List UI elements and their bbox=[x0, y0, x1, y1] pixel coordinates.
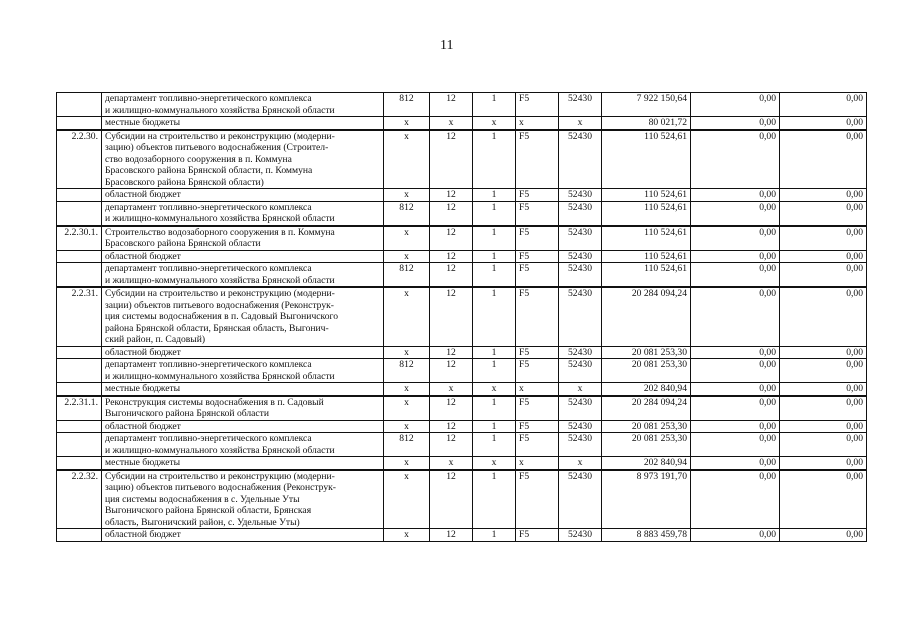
item-name-cell bbox=[102, 226, 384, 251]
item-name-line: Строительство водозаборного сооружения в п. Коммуна bbox=[105, 226, 335, 238]
grbs-cell: x bbox=[384, 396, 430, 421]
amount-year2-cell: 0,00 bbox=[691, 359, 780, 383]
subsection-cell: 1 bbox=[473, 396, 516, 421]
item-name-cell bbox=[102, 130, 384, 189]
target-article-code-cell: 52430 bbox=[559, 346, 602, 359]
item-name-cell bbox=[102, 201, 384, 226]
grbs-cell: x bbox=[384, 287, 430, 346]
subsection-cell: 1 bbox=[473, 130, 516, 189]
item-name-line: ция системы водоснабжения в п. Садовый Выгоничского bbox=[105, 311, 338, 322]
item-number-cell bbox=[57, 383, 102, 396]
grbs-cell: x bbox=[384, 226, 430, 251]
table-row bbox=[57, 226, 867, 251]
table-row bbox=[57, 457, 867, 470]
item-number-cell bbox=[57, 201, 102, 226]
item-name-line: Выгоничского района Брянской области, Брянская bbox=[105, 505, 312, 516]
item-name-line: департамент топливно-энергетического комплекса bbox=[105, 201, 312, 213]
target-article-code-cell: x bbox=[559, 117, 602, 130]
amount-year2-cell: 0,00 bbox=[691, 287, 780, 346]
grbs-cell: 812 bbox=[384, 93, 430, 117]
budget-table bbox=[56, 92, 867, 542]
amount-year2-cell: 0,00 bbox=[691, 130, 780, 189]
item-name-line: местные бюджеты bbox=[105, 383, 181, 394]
item-name-line: ский район, п. Садовый) bbox=[105, 334, 206, 345]
item-name-line: областной бюджет bbox=[105, 529, 181, 540]
section-cell: 12 bbox=[430, 470, 473, 529]
item-name-line: областной бюджет bbox=[105, 189, 181, 200]
table-row bbox=[57, 201, 867, 226]
subsection-cell: 1 bbox=[473, 470, 516, 529]
amount-year3-cell: 0,00 bbox=[780, 130, 867, 189]
section-cell: 12 bbox=[430, 359, 473, 383]
item-name-line: зацию) объектов питьевого водоснабжения (Реконструк- bbox=[105, 482, 336, 493]
table-row bbox=[57, 529, 867, 542]
grbs-cell: x bbox=[384, 383, 430, 396]
item-name-line: департамент топливно-энергетического комплекса bbox=[105, 359, 312, 370]
section-cell: x bbox=[430, 117, 473, 130]
section-cell: 12 bbox=[430, 263, 473, 288]
item-name-line: ство водозаборного сооружения в п. Коммуна bbox=[105, 153, 292, 165]
subsection-cell: x bbox=[473, 117, 516, 130]
amount-year1-cell: 20 081 253,30 bbox=[602, 359, 691, 383]
subsection-cell: 1 bbox=[473, 529, 516, 542]
target-article-code-cell: 52430 bbox=[559, 263, 602, 288]
amount-year3-cell: 0,00 bbox=[780, 93, 867, 117]
section-cell: 12 bbox=[430, 420, 473, 433]
section-cell: 12 bbox=[430, 529, 473, 542]
section-cell: 12 bbox=[430, 226, 473, 251]
item-name-line: департамент топливно-энергетического комплекса bbox=[105, 263, 312, 274]
amount-year3-cell: 0,00 bbox=[780, 346, 867, 359]
amount-year1-cell: 20 081 253,30 bbox=[602, 420, 691, 433]
amount-year2-cell: 0,00 bbox=[691, 189, 780, 202]
amount-year1-cell: 8 883 459,78 bbox=[602, 529, 691, 542]
target-article-code-cell: 52430 bbox=[559, 93, 602, 117]
item-name-cell bbox=[102, 396, 384, 421]
item-name-line: Субсидии на строительство и реконструкцию (модерни- bbox=[105, 470, 335, 482]
item-number-cell: 2.2.31.1. bbox=[57, 396, 102, 421]
amount-year2-cell: 0,00 bbox=[691, 470, 780, 529]
amount-year1-cell: 8 973 191,70 bbox=[602, 470, 691, 529]
target-article-code-cell: 52430 bbox=[559, 470, 602, 529]
item-name-line: департамент топливно-энергетического комплекса bbox=[105, 93, 312, 104]
item-name-cell bbox=[102, 383, 384, 396]
table-row bbox=[57, 287, 867, 346]
target-article-code-cell: 52430 bbox=[559, 250, 602, 263]
amount-year3-cell: 0,00 bbox=[780, 201, 867, 226]
amount-year1-cell: 110 524,61 bbox=[602, 250, 691, 263]
amount-year3-cell: 0,00 bbox=[780, 287, 867, 346]
amount-year3-cell: 0,00 bbox=[780, 250, 867, 263]
item-number-cell: 2.2.30.1. bbox=[57, 226, 102, 251]
target-article-prefix-cell: F5 bbox=[516, 433, 559, 457]
target-article-code-cell: 52430 bbox=[559, 130, 602, 189]
amount-year2-cell: 0,00 bbox=[691, 457, 780, 470]
section-cell: 12 bbox=[430, 93, 473, 117]
target-article-prefix-cell: x bbox=[516, 117, 559, 130]
target-article-prefix-cell: F5 bbox=[516, 201, 559, 226]
amount-year2-cell: 0,00 bbox=[691, 93, 780, 117]
amount-year1-cell: 110 524,61 bbox=[602, 226, 691, 251]
item-number-cell bbox=[57, 117, 102, 130]
item-number-cell: 2.2.32. bbox=[57, 470, 102, 529]
subsection-cell: 1 bbox=[473, 93, 516, 117]
grbs-cell: x bbox=[384, 250, 430, 263]
amount-year2-cell: 0,00 bbox=[691, 529, 780, 542]
amount-year3-cell: 0,00 bbox=[780, 420, 867, 433]
section-cell: 12 bbox=[430, 189, 473, 202]
target-article-code-cell: 52430 bbox=[559, 189, 602, 202]
grbs-cell: x bbox=[384, 189, 430, 202]
amount-year2-cell: 0,00 bbox=[691, 201, 780, 226]
subsection-cell: 1 bbox=[473, 359, 516, 383]
table-row bbox=[57, 117, 867, 130]
table-row bbox=[57, 346, 867, 359]
target-article-prefix-cell: F5 bbox=[516, 287, 559, 346]
section-cell: 12 bbox=[430, 396, 473, 421]
item-name-cell bbox=[102, 263, 384, 288]
target-article-code-cell: 52430 bbox=[559, 433, 602, 457]
grbs-cell: x bbox=[384, 117, 430, 130]
amount-year3-cell: 0,00 bbox=[780, 529, 867, 542]
item-name-cell bbox=[102, 433, 384, 457]
item-number-cell bbox=[57, 346, 102, 359]
subsection-cell: 1 bbox=[473, 263, 516, 288]
item-name-cell bbox=[102, 250, 384, 263]
amount-year1-cell: 7 922 150,64 bbox=[602, 93, 691, 117]
grbs-cell: x bbox=[384, 346, 430, 359]
section-cell: 12 bbox=[430, 201, 473, 226]
grbs-cell: 812 bbox=[384, 433, 430, 457]
section-cell: x bbox=[430, 383, 473, 396]
target-article-prefix-cell: F5 bbox=[516, 420, 559, 433]
item-number-cell bbox=[57, 263, 102, 288]
amount-year1-cell: 110 524,61 bbox=[602, 189, 691, 202]
amount-year3-cell: 0,00 bbox=[780, 226, 867, 251]
amount-year1-cell: 20 284 094,24 bbox=[602, 396, 691, 421]
amount-year3-cell: 0,00 bbox=[780, 189, 867, 202]
item-name-cell bbox=[102, 470, 384, 529]
item-name-line: района Брянской области, Брянская область, Выгонич- bbox=[105, 322, 329, 334]
target-article-code-cell: 52430 bbox=[559, 201, 602, 226]
item-number-cell bbox=[57, 433, 102, 457]
table-row bbox=[57, 396, 867, 421]
section-cell: 12 bbox=[430, 250, 473, 263]
amount-year2-cell: 0,00 bbox=[691, 226, 780, 251]
amount-year1-cell: 110 524,61 bbox=[602, 130, 691, 189]
item-name-line: Реконструкция системы водоснабжения в п. Садовый bbox=[105, 396, 324, 408]
item-name-line: ция системы водоснабжения в с. Удельные Уты bbox=[105, 493, 300, 505]
table-row bbox=[57, 130, 867, 189]
item-name-line: зации) объектов питьевого водоснабжения (Реконструк- bbox=[105, 299, 334, 311]
table-row bbox=[57, 420, 867, 433]
amount-year3-cell: 0,00 bbox=[780, 359, 867, 383]
subsection-cell: 1 bbox=[473, 420, 516, 433]
item-name-cell bbox=[102, 93, 384, 117]
item-number-cell bbox=[57, 189, 102, 202]
target-article-prefix-cell: x bbox=[516, 383, 559, 396]
subsection-cell: 1 bbox=[473, 250, 516, 263]
target-article-prefix-cell: F5 bbox=[516, 470, 559, 529]
item-name-cell bbox=[102, 287, 384, 346]
item-name-line: и жилищно-коммунального хозяйства Брянской области bbox=[105, 104, 335, 116]
target-article-prefix-cell: F5 bbox=[516, 396, 559, 421]
target-article-code-cell: 52430 bbox=[559, 287, 602, 346]
target-article-prefix-cell: x bbox=[516, 457, 559, 470]
amount-year1-cell: 110 524,61 bbox=[602, 201, 691, 226]
amount-year1-cell: 80 021,72 bbox=[602, 117, 691, 130]
table-row bbox=[57, 189, 867, 202]
table-row bbox=[57, 263, 867, 288]
item-name-line: Субсидии на строительство и реконструкцию (модерни- bbox=[105, 130, 335, 142]
item-name-cell bbox=[102, 420, 384, 433]
item-name-line: областной бюджет bbox=[105, 250, 181, 262]
item-name-cell bbox=[102, 359, 384, 383]
item-number-cell bbox=[57, 457, 102, 470]
amount-year3-cell: 0,00 bbox=[780, 117, 867, 130]
grbs-cell: 812 bbox=[384, 263, 430, 288]
amount-year3-cell: 0,00 bbox=[780, 470, 867, 529]
item-name-line: и жилищно-коммунального хозяйства Брянской области bbox=[105, 213, 335, 224]
grbs-cell: x bbox=[384, 130, 430, 189]
target-article-prefix-cell: F5 bbox=[516, 226, 559, 251]
item-name-line: область, Выгоничский район, с. Удельные Уты) bbox=[105, 516, 300, 528]
target-article-prefix-cell: F5 bbox=[516, 263, 559, 288]
item-name-line: и жилищно-коммунального хозяйства Брянской области bbox=[105, 444, 335, 456]
item-number-cell bbox=[57, 93, 102, 117]
table-row bbox=[57, 433, 867, 457]
amount-year1-cell: 202 840,94 bbox=[602, 457, 691, 470]
grbs-cell: x bbox=[384, 470, 430, 529]
item-name-cell bbox=[102, 529, 384, 542]
section-cell: 12 bbox=[430, 433, 473, 457]
amount-year3-cell: 0,00 bbox=[780, 457, 867, 470]
subsection-cell: 1 bbox=[473, 226, 516, 251]
table-row bbox=[57, 383, 867, 396]
amount-year1-cell: 110 524,61 bbox=[602, 263, 691, 288]
item-number-cell bbox=[57, 420, 102, 433]
item-name-line: департамент топливно-энергетического комплекса bbox=[105, 433, 312, 444]
amount-year3-cell: 0,00 bbox=[780, 396, 867, 421]
amount-year2-cell: 0,00 bbox=[691, 117, 780, 130]
grbs-cell: 812 bbox=[384, 201, 430, 226]
subsection-cell: x bbox=[473, 457, 516, 470]
amount-year2-cell: 0,00 bbox=[691, 346, 780, 359]
item-name-line: Выгоничского района Брянской области bbox=[105, 408, 270, 419]
item-name-line: областной бюджет bbox=[105, 420, 181, 432]
target-article-code-cell: 52430 bbox=[559, 359, 602, 383]
item-number-cell: 2.2.31. bbox=[57, 287, 102, 346]
amount-year3-cell: 0,00 bbox=[780, 383, 867, 396]
amount-year2-cell: 0,00 bbox=[691, 396, 780, 421]
grbs-cell: x bbox=[384, 457, 430, 470]
target-article-prefix-cell: F5 bbox=[516, 250, 559, 263]
item-number-cell bbox=[57, 250, 102, 263]
target-article-code-cell: 52430 bbox=[559, 396, 602, 421]
target-article-code-cell: 52430 bbox=[559, 420, 602, 433]
subsection-cell: 1 bbox=[473, 346, 516, 359]
target-article-code-cell: x bbox=[559, 383, 602, 396]
grbs-cell: 812 bbox=[384, 359, 430, 383]
item-number-cell bbox=[57, 359, 102, 383]
target-article-prefix-cell: F5 bbox=[516, 346, 559, 359]
section-cell: x bbox=[430, 457, 473, 470]
item-name-line: Брасовского района Брянской области, п. Коммуна bbox=[105, 165, 313, 176]
subsection-cell: x bbox=[473, 383, 516, 396]
target-article-prefix-cell: F5 bbox=[516, 130, 559, 189]
section-cell: 12 bbox=[430, 346, 473, 359]
grbs-cell: x bbox=[384, 529, 430, 542]
amount-year2-cell: 0,00 bbox=[691, 250, 780, 263]
amount-year1-cell: 202 840,94 bbox=[602, 383, 691, 396]
item-name-line: местные бюджеты bbox=[105, 457, 181, 468]
item-name-cell bbox=[102, 346, 384, 359]
subsection-cell: 1 bbox=[473, 433, 516, 457]
amount-year1-cell: 20 081 253,30 bbox=[602, 433, 691, 457]
item-name-cell bbox=[102, 117, 384, 130]
amount-year1-cell: 20 081 253,30 bbox=[602, 346, 691, 359]
section-cell: 12 bbox=[430, 287, 473, 346]
target-article-prefix-cell: F5 bbox=[516, 529, 559, 542]
target-article-code-cell: x bbox=[559, 457, 602, 470]
table-row bbox=[57, 359, 867, 383]
item-name-line: местные бюджеты bbox=[105, 117, 181, 128]
item-name-cell bbox=[102, 457, 384, 470]
item-name-line: областной бюджет bbox=[105, 346, 181, 358]
amount-year2-cell: 0,00 bbox=[691, 420, 780, 433]
section-cell: 12 bbox=[430, 130, 473, 189]
subsection-cell: 1 bbox=[473, 189, 516, 202]
table-row bbox=[57, 470, 867, 529]
amount-year3-cell: 0,00 bbox=[780, 433, 867, 457]
item-name-line: Брасовского района Брянской области bbox=[105, 238, 261, 249]
grbs-cell: x bbox=[384, 420, 430, 433]
subsection-cell: 1 bbox=[473, 201, 516, 226]
target-article-prefix-cell: F5 bbox=[516, 189, 559, 202]
amount-year2-cell: 0,00 bbox=[691, 263, 780, 288]
target-article-code-cell: 52430 bbox=[559, 529, 602, 542]
amount-year2-cell: 0,00 bbox=[691, 383, 780, 396]
table-row bbox=[57, 250, 867, 263]
amount-year1-cell: 20 284 094,24 bbox=[602, 287, 691, 346]
item-name-line: Брасовского района Брянской области) bbox=[105, 176, 264, 188]
item-number-cell: 2.2.30. bbox=[57, 130, 102, 189]
item-name-cell bbox=[102, 189, 384, 202]
page-number: 11 bbox=[440, 38, 454, 53]
table-row bbox=[57, 93, 867, 117]
amount-year2-cell: 0,00 bbox=[691, 433, 780, 457]
target-article-code-cell: 52430 bbox=[559, 226, 602, 251]
subsection-cell: 1 bbox=[473, 287, 516, 346]
target-article-prefix-cell: F5 bbox=[516, 359, 559, 383]
amount-year3-cell: 0,00 bbox=[780, 263, 867, 288]
item-name-line: и жилищно-коммунального хозяйства Брянской области bbox=[105, 274, 335, 286]
item-number-cell bbox=[57, 529, 102, 542]
item-name-line: зацию) объектов питьевого водоснабжения (Строител- bbox=[105, 142, 329, 153]
target-article-prefix-cell: F5 bbox=[516, 93, 559, 117]
item-name-line: и жилищно-коммунального хозяйства Брянской области bbox=[105, 370, 335, 382]
item-name-line: Субсидии на строительство и реконструкцию (модерни- bbox=[105, 288, 335, 299]
